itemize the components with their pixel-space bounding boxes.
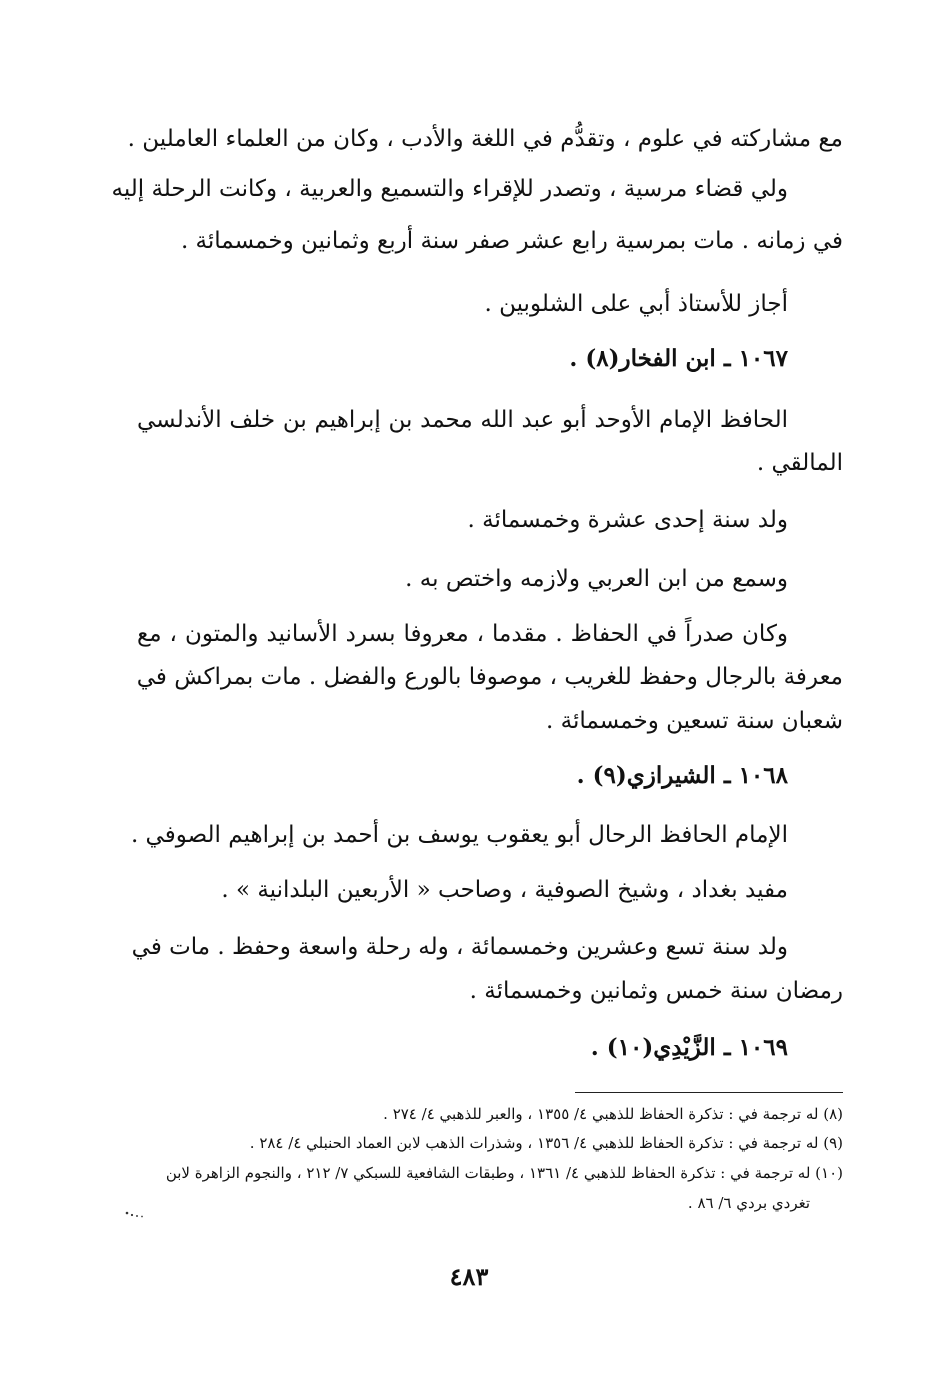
body-line: شعبان سنة تسعين وخمسمائة . xyxy=(546,708,843,734)
body-line: وسمع من ابن العربي ولازمه واختص به . xyxy=(405,566,788,592)
body-line: مع مشاركته في علوم ، وتقدُّم في اللغة والأدب ، وكان من العلماء العاملين . xyxy=(127,126,843,152)
footnote-9: (٩) له ترجمة في : تذكرة الحفاظ للذهبي ٤/ ١٣٥٦ ، وشذرات الذهب لابن العماد الحنبلي ٤/ ٢٨٤ . xyxy=(249,1134,843,1152)
body-line: وكان صدراً في الحفاظ . مقدما ، معروفا بسرد الأسانيد والمتون ، مع xyxy=(137,621,788,647)
body-line: مفيد بغداد ، وشيخ الصوفية ، وصاحب « الأربعين البلدانية » . xyxy=(221,877,788,903)
entry-heading-1069: ١٠٦٩ ـ الزَّيْدِي(١٠) . xyxy=(590,1034,788,1061)
body-line: رمضان سنة خمس وثمانين وخمسمائة . xyxy=(469,978,843,1004)
body-line: ولد سنة إحدى عشرة وخمسمائة . xyxy=(467,507,788,533)
page-number: ٤٨٣ xyxy=(449,1262,489,1291)
body-line: ولي قضاء مرسية ، وتصدر للإقراء والتسميع والعربية ، وكانت الرحلة إليه xyxy=(111,176,788,202)
entry-heading-1068: ١٠٦٨ ـ الشيرازي(٩) . xyxy=(576,762,788,789)
entry-heading-1067: ١٠٦٧ ـ ابن الفخار(٨) . xyxy=(569,345,788,372)
body-line: معرفة بالرجال وحفظ للغريب ، موصوفا بالورع والفضل . مات بمراكش في xyxy=(136,664,843,690)
body-line: في زمانه . مات بمرسية رابع عشر صفر سنة أربع وثمانين وخمسمائة . xyxy=(180,228,843,254)
footnote-10-continuation: تغردي بردي ٦/ ٨٦ . xyxy=(687,1194,810,1212)
body-line: أجاز للأستاذ أبي على الشلوبين . xyxy=(484,291,788,317)
body-line: الإمام الحافظ الرحال أبو يعقوب يوسف بن أحمد بن إبراهيم الصوفي . xyxy=(130,822,788,848)
footnote-8: (٨) له ترجمة في : تذكرة الحفاظ للذهبي ٤/ ١٣٥٥ ، والعبر للذهبي ٤/ ٢٧٤ . xyxy=(383,1105,843,1123)
body-line: ولد سنة تسع وعشرين وخمسمائة ، وله رحلة واسعة وحفظ . مات في xyxy=(131,934,788,960)
footnote-separator xyxy=(575,1092,843,1093)
scan-speck xyxy=(124,1210,146,1218)
body-line: الحافظ الإمام الأوحد أبو عبد الله محمد بن إبراهيم بن خلف الأندلسي xyxy=(137,407,788,433)
footnote-10: (١٠) له ترجمة في : تذكرة الحفاظ للذهبي ٤/ ١٣٦١ ، وطبقات الشافعية للسبكي ٧/ ٢١٢ ، والنجوم الزاهرة لابن xyxy=(165,1164,843,1182)
body-line: المالقي . xyxy=(756,450,843,476)
